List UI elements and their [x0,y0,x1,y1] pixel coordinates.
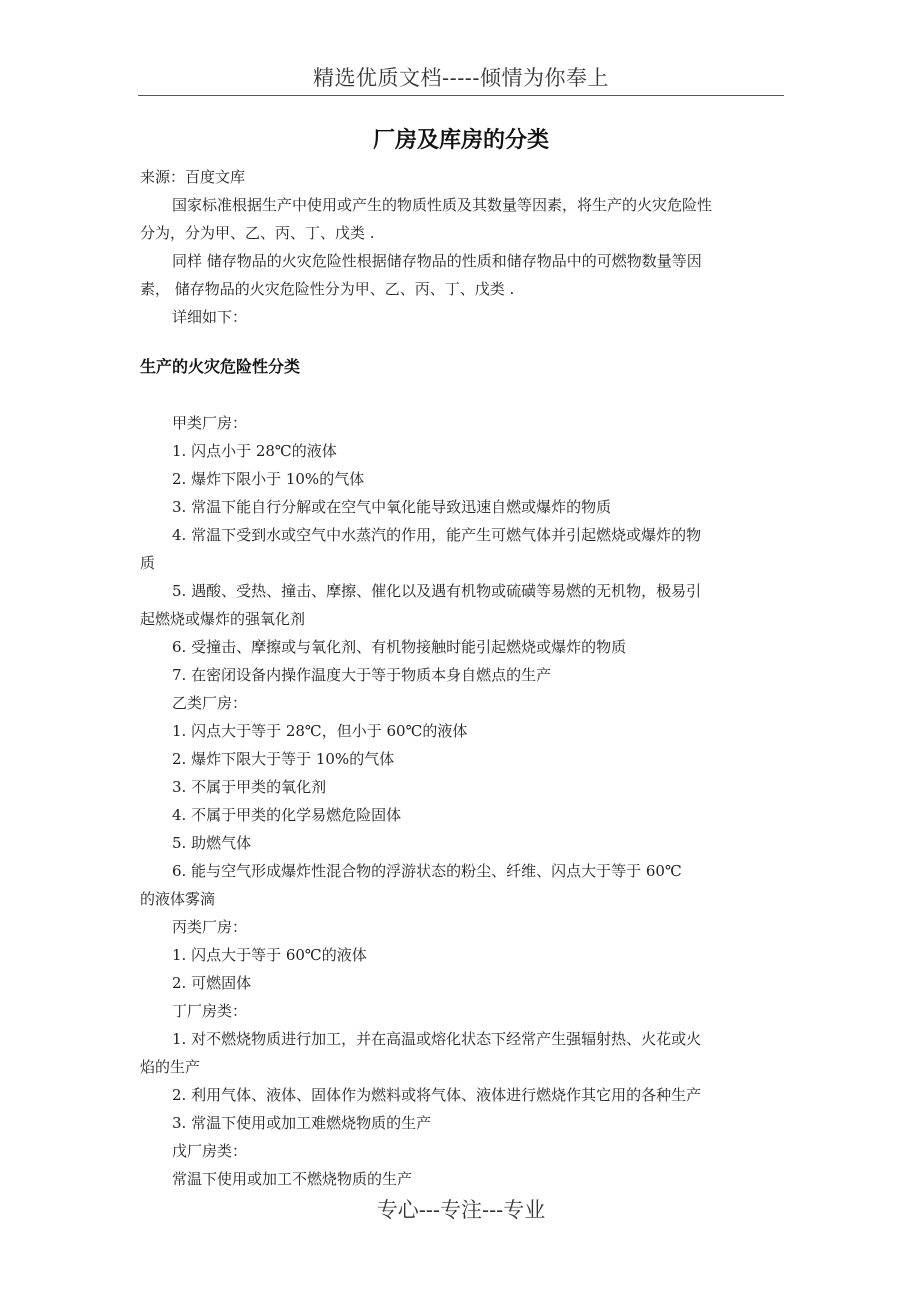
list-item: 1. 闪点大于等于 28℃，但小于 60℃的液体 [172,722,468,740]
list-item: 1. 对不燃烧物质进行加工，并在高温或熔化状态下经常产生强辐射热、火花或火 [172,1030,702,1048]
page-header: 精选优质文档-----倾情为你奉上 [313,66,609,90]
list-item: 2. 可燃固体 [172,974,252,992]
list-item-continuation: 的液体雾滴 [140,890,216,908]
list-item: 1. 闪点大于等于 60℃的液体 [172,946,367,964]
list-item: 4. 常温下受到水或空气中水蒸汽的作用，能产生可燃气体并引起燃烧或爆炸的物 [172,526,702,544]
list-item: 2. 爆炸下限大于等于 10%的气体 [172,750,395,768]
list-item: 3. 不属于甲类的氧化剂 [172,778,327,796]
page-footer: 专心---专注---专业 [376,1198,546,1222]
list-item: 3. 常温下使用或加工难燃烧物质的生产 [172,1114,432,1132]
paragraph-line: 详细如下： [172,308,248,326]
list-item: 6. 能与空气形成爆炸性混合物的浮游状态的粉尘、纤维、闪点大于等于 60℃ [172,862,682,880]
source-line: 来源：百度文库 [140,168,246,186]
class-heading: 甲类厂房： [172,414,248,432]
document-title: 厂房及库房的分类 [372,128,549,153]
class-heading: 丁厂房类： [172,1002,248,1020]
paragraph-line: 素， 储存物品的火灾危险性分为甲、乙、丙、丁、戊类 . [140,280,515,298]
list-item: 5. 遇酸、受热、撞击、摩擦、催化以及遇有机物或硫磺等易燃的无机物，极易引 [172,582,702,600]
list-item: 3. 常温下能自行分解或在空气中氧化能导致迅速自燃或爆炸的物质 [172,498,612,516]
classification-list [140,409,780,1193]
list-item: 2. 利用气体、液体、固体作为燃料或将气体、液体进行燃烧作其它用的各种生产 [172,1086,702,1104]
list-item: 常温下使用或加工不燃烧物质的生产 [172,1170,413,1188]
paragraph-line: 分为，分为甲、乙、丙、丁、戊类 . [140,224,375,242]
list-item: 6. 受撞击、摩擦或与氧化剂、有机物接触时能引起燃烧或爆炸的物质 [172,638,627,656]
list-item: 4. 不属于甲类的化学易燃危险固体 [172,806,402,824]
list-item-continuation: 质 [140,554,156,572]
class-heading: 丙类厂房： [172,918,248,936]
list-item-continuation: 起燃烧或爆炸的强氧化剂 [140,610,306,628]
document-body [140,163,780,1193]
list-item: 2. 爆炸下限小于 10%的气体 [172,470,365,488]
paragraph-line: 国家标准根据生产中使用或产生的物质性质及其数量等因素，将生产的火灾危险性 [172,196,713,214]
class-heading: 戊厂房类： [172,1142,248,1160]
class-heading: 乙类厂房： [172,694,248,712]
paragraph-line: 同样 储存物品的火灾危险性根据储存物品的性质和储存物品中的可燃物数量等因 [172,252,702,270]
section-heading: 生产的火灾危险性分类 [140,357,301,376]
list-item: 5. 助燃气体 [172,834,252,852]
header-divider [138,95,784,96]
list-item: 1. 闪点小于 28℃的液体 [172,442,337,460]
list-item-continuation: 焰的生产 [140,1058,201,1076]
list-item: 7. 在密闭设备内操作温度大于等于物质本身自燃点的生产 [172,666,552,684]
